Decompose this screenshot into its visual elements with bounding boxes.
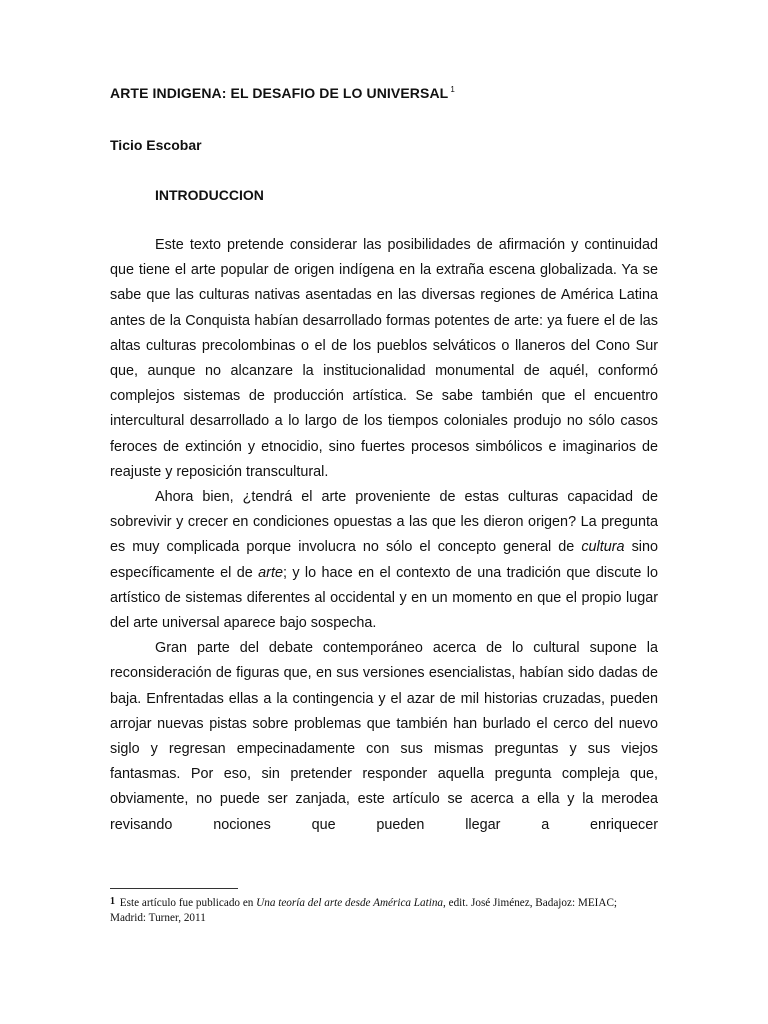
footnote-divider	[110, 888, 238, 889]
body-text	[110, 233, 658, 838]
paragraph-2-part-3: ; y lo hace en el contexto de una tradición que discute lo artístico de sistemas diferentes al occidental y en un momento en que el propio lugar del arte universal aparece bajo sospecha.	[110, 564, 658, 632]
paragraph-2-part-2: sino específicamente el de	[110, 539, 658, 581]
section-heading: INTRODUCCION	[155, 187, 264, 203]
footnote	[110, 894, 630, 926]
italic-term-arte: arte	[258, 564, 283, 581]
footnote-number: 1	[110, 896, 115, 907]
paragraph-3: Gran parte del debate contemporáneo acerca de lo cultural supone la reconsideración de figuras que, en sus versiones esencialistas, habían sido dadas de baja. Enfrentadas ellas a la contingencia y el azar de mil historias cruzadas, pueden arrojar nuevas pistas sobre problemas que también han burlado el cerco del nuevo siglo y regresan empecinadamente con sus mismas preguntas y sus viejos fantasmas. Por eso, sin pretender responder aquella pregunta compleja que, obviamente, no puede ser zanjada, este artículo se acerca a ella y la merodea revisando nociones que pueden llegar a enriquecer	[110, 640, 658, 833]
paragraph-1: Este texto pretende considerar las posibilidades de afirmación y continuidad que tiene el arte popular de origen indígena en la extraña escena globalizada. Ya se sabe que las culturas nativas asentadas en las diversas regiones de América Latina antes de la Conquista habían desarrollado formas potentes de arte: ya fuere el de las altas culturas precolombinas o el de los pueblos selváticos o llaneros del Cono Sur que, aunque no alcanzare la institucionalidad monumental de aquél, conformó complejos sistemas de producción artística. Se sabe también que el encuentro intercultural desarrollado a lo largo de los tiempos coloniales produjo no sólo casos feroces de extinción y etnocidio, sino fuertes procesos simbólicos e imaginarios de reajuste y reposición transcultural.	[110, 237, 658, 480]
document-title-text: ARTE INDIGENA: EL DESAFIO DE LO UNIVERSAL	[110, 85, 449, 101]
footnote-book-title: Una teoría del arte desde América Latina	[256, 897, 444, 909]
footnote-text-after: , edit. José Jiménez, Badajoz: MEIAC; Madrid: Turner, 2011	[110, 897, 618, 924]
author-name: Ticio Escobar	[110, 137, 202, 153]
footnote-text-before: Este artículo fue publicado en	[117, 897, 257, 909]
paragraph-2-part-1: Ahora bien, ¿tendrá el arte proveniente de estas culturas capacidad de sobrevivir y crecer en condiciones opuestas a las que les dieron origen? La pregunta es muy complicada porque involucra no sólo el concepto general de	[110, 489, 658, 556]
title-footnote-marker: 1	[450, 85, 455, 94]
document-title	[110, 85, 455, 101]
italic-term-cultura: cultura	[581, 539, 625, 556]
paragraph-2	[110, 485, 658, 636]
